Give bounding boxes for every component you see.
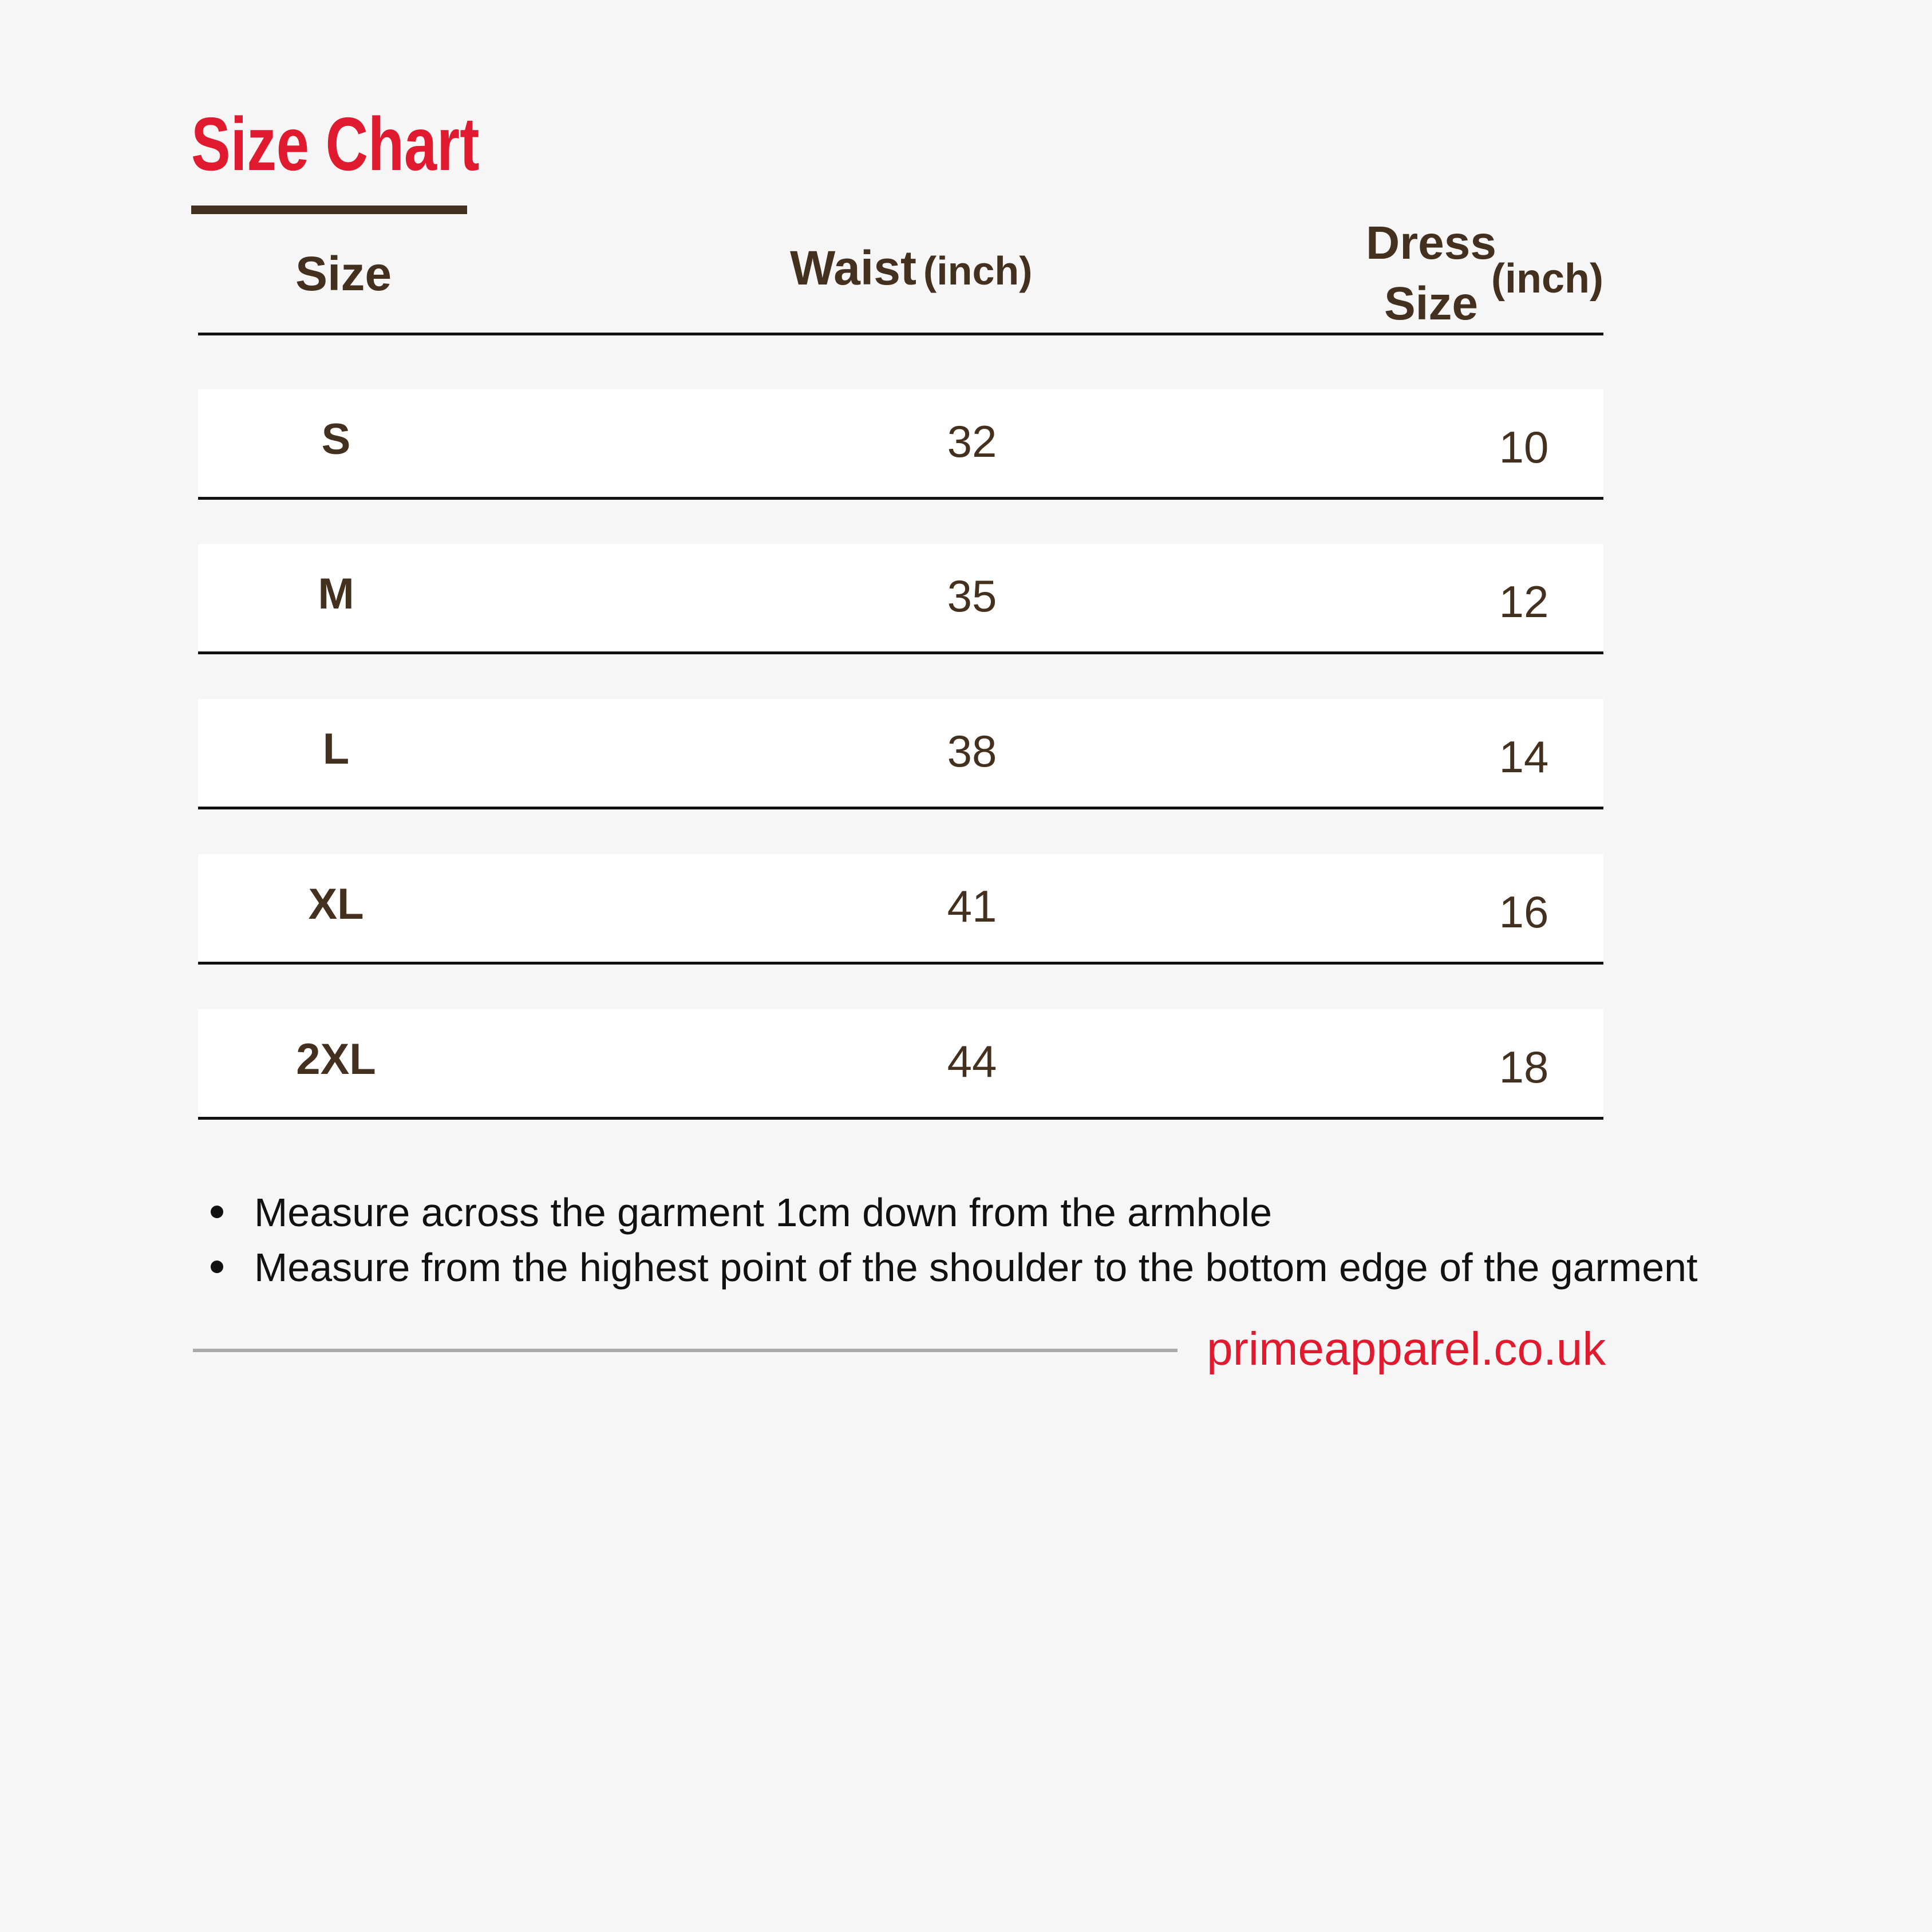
size-cell: 2XL <box>296 1035 376 1084</box>
page-title: Size Chart <box>191 102 480 186</box>
waist-column-header <box>790 241 1033 295</box>
size-cell: XL <box>308 880 364 929</box>
title-underline <box>191 206 467 214</box>
dress-size-cell: 10 <box>1499 422 1549 472</box>
size-cell: L <box>322 725 350 773</box>
waist-cell: 32 <box>947 416 997 467</box>
dress-size-cell: 12 <box>1499 576 1549 627</box>
note-item <box>206 1185 1698 1240</box>
waist-cell: 35 <box>947 571 997 621</box>
bullet-icon <box>211 1206 223 1218</box>
bullet-icon <box>211 1261 223 1273</box>
waist-cell: 44 <box>947 1036 997 1086</box>
table-row <box>198 854 1603 965</box>
dress-size-cell: 14 <box>1499 732 1549 782</box>
table-row <box>198 1009 1603 1120</box>
waist-cell: 41 <box>947 881 997 931</box>
dress-size-cell: 16 <box>1499 887 1549 937</box>
note-text: Measure across the garment 1cm down from the armhole <box>254 1190 1272 1235</box>
table-row <box>198 389 1603 500</box>
size-cell: M <box>318 570 354 618</box>
dress-size-column-header: Dress Size <box>1366 217 1496 330</box>
footer-divider <box>193 1349 1178 1352</box>
waist-cell: 38 <box>947 726 997 776</box>
size-column-header: Size <box>295 247 392 301</box>
header-divider <box>198 333 1603 335</box>
table-row <box>198 699 1603 809</box>
website-link[interactable]: primeapparel.co.uk <box>1207 1323 1606 1375</box>
waist-header-unit: (inch) <box>923 248 1033 293</box>
table-row <box>198 544 1603 654</box>
waist-header-label: Waist <box>790 241 916 295</box>
dress-size-cell: 18 <box>1499 1042 1549 1092</box>
size-cell: S <box>321 415 351 464</box>
note-text: Measure from the highest point of the shoulder to the bottom edge of the garment <box>254 1245 1698 1290</box>
dress-size-header-unit: (inch) <box>1491 256 1603 302</box>
measurement-notes <box>206 1185 1698 1295</box>
note-item <box>206 1240 1698 1295</box>
